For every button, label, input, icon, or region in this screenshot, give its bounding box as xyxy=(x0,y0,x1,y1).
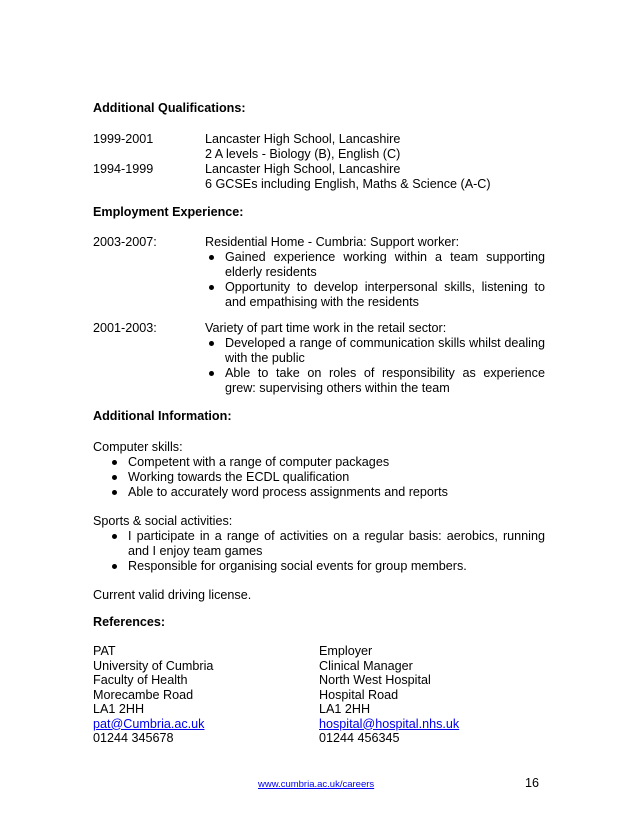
bullet-icon xyxy=(205,250,225,280)
reference-postcode: LA1 2HH xyxy=(93,702,145,716)
bullet-icon xyxy=(108,529,128,559)
bullet-item: I participate in a range of activities on a regular basis: aerobics, running and I enjoy team games xyxy=(108,529,545,559)
bullet-icon xyxy=(108,470,128,485)
reference-name: PAT xyxy=(93,644,116,658)
employment-date: 2001-2003: xyxy=(93,321,157,335)
bullet-icon xyxy=(108,485,128,500)
computer-skills-list xyxy=(93,455,545,500)
employment-heading: Employment Experience: xyxy=(93,205,244,219)
footer-url-link[interactable]: www.cumbria.ac.uk/careers xyxy=(258,779,375,790)
computer-skills-label: Computer skills: xyxy=(93,440,183,454)
qualification-line: Lancaster High School, Lancashire xyxy=(205,162,401,176)
bullet-icon xyxy=(108,559,128,574)
reference-email-link[interactable]: pat@Cumbria.ac.uk xyxy=(93,716,205,731)
reference-street: Hospital Road xyxy=(319,687,399,702)
bullet-item: Developed a range of communication skills whilst dealing with the public xyxy=(205,336,545,366)
qualification-date: 1994-1999 xyxy=(93,162,154,176)
qualification-line: Lancaster High School, Lancashire xyxy=(205,132,401,146)
reference-dept: North West Hospital xyxy=(319,673,431,687)
employment-title: Variety of part time work in the retail sector: xyxy=(205,321,447,335)
driving-license-text: Current valid driving license. xyxy=(93,588,252,602)
qualification-date: 1999-2001 xyxy=(93,132,154,146)
reference-left xyxy=(93,644,319,746)
employment-entry xyxy=(93,321,545,396)
bullet-item: Able to take on roles of responsibility as experience grew: supervising others within the team xyxy=(205,366,545,396)
additional-qualifications-heading: Additional Qualifications: xyxy=(93,101,246,115)
employment-title: Residential Home - Cumbria: Support worker: xyxy=(205,235,460,249)
reference-dept: Faculty of Health xyxy=(93,673,188,687)
reference-name: Employer xyxy=(319,644,373,658)
qualification-entry xyxy=(93,132,545,162)
references-block xyxy=(93,644,545,746)
additional-information-heading: Additional Information: xyxy=(93,409,232,423)
qualification-line: 6 GCSEs including English, Maths & Science (A-C) xyxy=(205,177,491,191)
sports-activities-list xyxy=(93,529,545,574)
qualification-line: 2 A levels - Biology (B), English (C) xyxy=(205,147,401,161)
reference-org: University of Cumbria xyxy=(93,658,214,673)
reference-right xyxy=(319,644,545,746)
bullet-item: Opportunity to develop interpersonal skills, listening to and empathising with the residents xyxy=(205,280,545,310)
bullet-item: Responsible for organising social events for group members. xyxy=(108,559,545,574)
reference-phone: 01244 456345 xyxy=(319,731,400,745)
reference-street: Morecambe Road xyxy=(93,687,194,702)
qualification-entry xyxy=(93,162,545,192)
employment-date: 2003-2007: xyxy=(93,235,157,249)
bullet-icon xyxy=(205,366,225,396)
bullet-item: Working towards the ECDL qualification xyxy=(108,470,545,485)
bullet-item: Able to accurately word process assignments and reports xyxy=(108,485,545,500)
sports-activities-label: Sports & social activities: xyxy=(93,514,233,528)
bullet-icon xyxy=(205,336,225,366)
bullet-item: Gained experience working within a team supporting elderly residents xyxy=(205,250,545,280)
page-number: 16 xyxy=(525,776,540,790)
reference-phone: 01244 345678 xyxy=(93,731,174,745)
bullet-item: Competent with a range of computer packages xyxy=(108,455,545,470)
qualifications-list xyxy=(93,132,545,192)
reference-email-link[interactable]: hospital@hospital.nhs.uk xyxy=(319,716,460,731)
reference-postcode: LA1 2HH xyxy=(319,702,371,716)
employment-entry xyxy=(93,235,545,310)
bullet-icon xyxy=(205,280,225,310)
bullet-icon xyxy=(108,455,128,470)
references-heading: References: xyxy=(93,615,166,629)
reference-org: Clinical Manager xyxy=(319,658,413,673)
